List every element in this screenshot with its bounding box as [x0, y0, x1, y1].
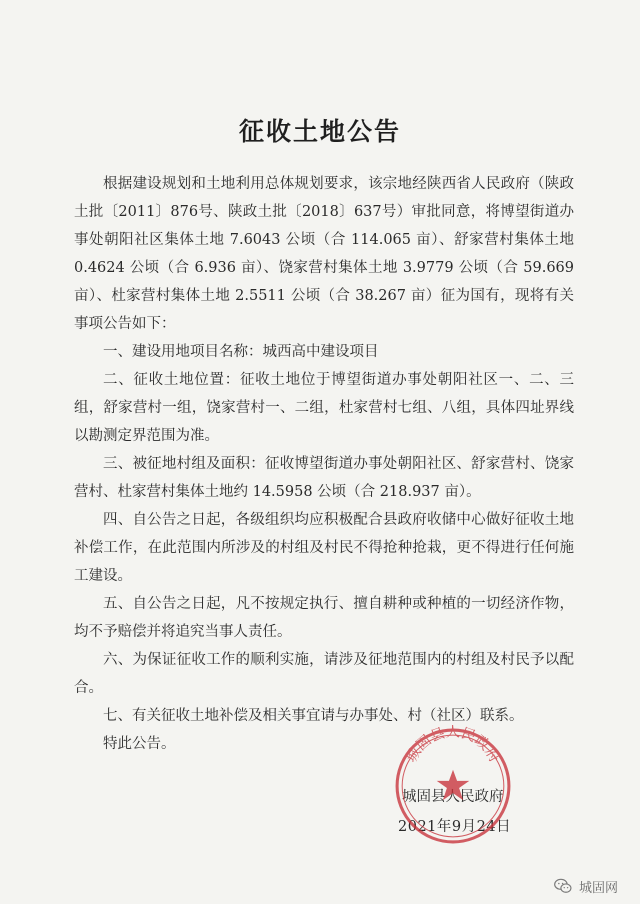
official-seal — [392, 725, 514, 847]
paragraph-item-3: 三、被征地村组及面积：征收博望街道办事处朝阳社区、舒家营村、饶家营村、杜家营村集体土地约 14.5958 公顷（合 218.937 亩）。 — [74, 456, 574, 500]
paragraph-item-7: 七、有关征收土地补偿及相关事宜请与办事处、村（社区）联系。 — [103, 708, 524, 724]
paragraph-item-4: 四、自公告之日起，各级组织均应积极配合县政府收储中心做好征收土地补偿工作，在此范围内所涉及的村组及村民不得抢种抢栽，更不得进行任何施工建设。 — [74, 512, 574, 584]
seal-text: 城固县人民政府 — [403, 725, 503, 766]
signature-organization: 城固县人民政府 — [402, 789, 504, 805]
document-body — [74, 170, 574, 758]
paragraph-item-1: 一、建设用地项目名称：城西高中建设项目 — [103, 344, 379, 360]
paragraph-intro: 根据建设规划和土地利用总体规划要求，该宗地经陕西省人民政府（陕政土批〔2011〕876号、陕政土批〔2018〕637号）审批同意，将博望街道办事处朝阳社区集体土地 7.6043 公顷（合 114.065 亩）、舒家营村集体土地 0.4624 公顷（合 6.936 亩）、饶家营村集体土地 3.9779 公顷（合 59.669 亩）、杜家营村集体土地 2.5511 公顷（合 38.267 亩）征为国有，现将有关事项公告如下： — [74, 176, 574, 332]
watermark — [553, 876, 618, 896]
svg-text:城固县人民政府 — [403, 725, 503, 765]
paragraph-item-5: 五、自公告之日起，凡不按规定执行、擅自耕种或种植的一切经济作物，均不予赔偿并将追究当事人责任。 — [74, 596, 574, 640]
signature-date: 2021年9月24日 — [398, 819, 512, 835]
wechat-icon — [553, 876, 573, 896]
paragraph-closing: 特此公告。 — [103, 736, 176, 752]
paragraph-item-6: 六、为保证征收工作的顺利实施，请涉及征地范围内的村组及村民予以配合。 — [74, 652, 574, 696]
paragraph-item-2: 二、征收土地位置：征收土地位于博望街道办事处朝阳社区一、二、三组，舒家营村一组，饶家营村一、二组，杜家营村七组、八组，具体四址界线以勘测定界范围为准。 — [74, 372, 574, 444]
document-title: 征收土地公告 — [238, 117, 401, 146]
seal-star-icon — [437, 770, 470, 801]
watermark-label: 城固网 — [578, 880, 618, 896]
